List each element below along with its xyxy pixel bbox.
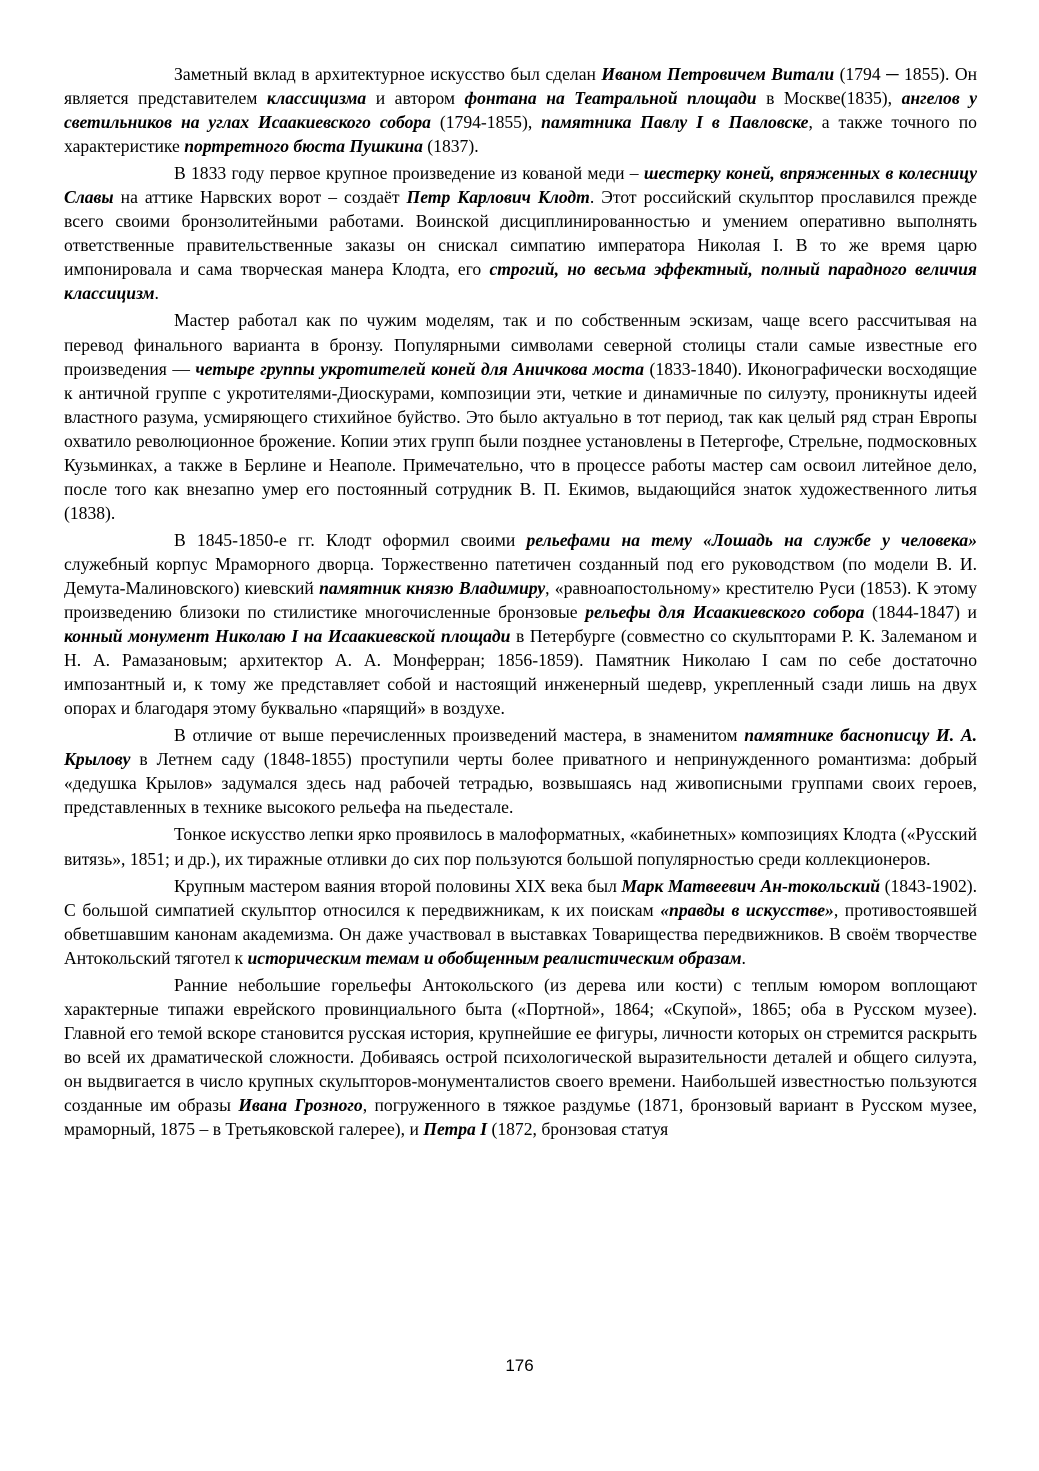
text-run: . Этот российский скульптор прославился прежде всего своими бронзолитейными работами. Воинской дисциплинированностью и умением оперативно выполнять ответственные правительственные заказы он снискал симпатию императора Николая I. В то же время царю импонировала и сама творческая манера Клодта, его xyxy=(64,187,977,280)
text-run: (1833-1840). Иконографически восходящие к античной группе с укротителями-Диоскурами, композиции эти, четкие и динамичные по силуэту, проникнуты идеей властного разума, усмиряющего стихийное буйство. Это было актуально в тот период, так как целый ряд стран Европы охватило революционное брожение. Копии этих групп были позднее установлены в Петергофе, Стрельне, подмосковных Кузьминках, а также в Берлине и Неаполе. Примечательно, что в процессе работы мастер сам освоил литейное дело, после того как внезапно умер его постоянный сотрудник В. П. Екимов, выдающийся знаток художественного литья (1838). xyxy=(64,358,977,523)
text-run: В 1845-1850-е гг. Клодт оформил своими xyxy=(174,529,527,550)
text-run: и автором xyxy=(366,88,465,109)
emphasized-text: Иваном Петровичем Витали xyxy=(601,64,835,84)
paragraph xyxy=(64,308,977,524)
paragraph xyxy=(64,161,977,305)
text-run: (1872, бронзовая статуя xyxy=(487,1119,669,1140)
emphasized-text: шестерку коней, впряженных в колесницу Славы xyxy=(64,163,977,208)
emphasized-text: рельефы для Исаакиевского собора xyxy=(585,602,865,623)
paragraph xyxy=(64,874,977,970)
emphasized-text: памятника Павлу I в Павловске xyxy=(541,112,809,133)
emphasized-text: историческим темам и обобщенным реалистическим образам xyxy=(247,947,742,968)
text-run: Крупным мастером ваяния второй половины XIX века был xyxy=(174,875,622,896)
text-run: Ранние небольшие горельефы Антокольского (из дерева или кости) с теплым юмором воплощают характерные типажи еврейского провинциального быта («Портной», 1864; «Скупой», 1865; оба в Русском музее). Главной его темой вскоре становится русская история, крупнейшие ее фигуры, личности которых он стремится раскрыть во всей их драматической сложности. Добиваясь острой психологической выразительности деталей и общего силуэта, он выдвигается в число крупных скульпторов-монументалистов своего времени. Наибольшей известностью пользуются созданные им образы xyxy=(64,974,977,1115)
document-page xyxy=(64,62,977,1144)
text-run: , «равноапостольному» крестителю Руси (1853). К этому произведению близоки по стилистике многочисленные бронзовые xyxy=(64,577,978,623)
text-run: (1794 ─ 1855). Он является представителем xyxy=(64,64,977,109)
paragraph xyxy=(64,973,977,1141)
emphasized-text: памятнике баснописцу И. А. Крылову xyxy=(64,725,977,770)
emphasized-text: Петр Карлович Клодт xyxy=(406,187,590,208)
emphasized-text: классицизма xyxy=(266,88,367,109)
emphasized-text: «правды в искусстве» xyxy=(660,899,834,920)
text-run: на аттике Нарвских ворот – создаёт xyxy=(113,187,407,208)
emphasized-text: памятник князю Владимиру xyxy=(319,577,546,598)
text-run: , погруженного в тяжкое раздумье (1871, бронзовый вариант в Русском музее, мраморный, 1875 – в Третьяковской галерее), и xyxy=(64,1094,978,1140)
emphasized-text: конный монумент Николаю I на Исаакиевской площади xyxy=(64,626,511,647)
text-run: . xyxy=(741,947,746,968)
emphasized-text: портретного бюста Пушкина xyxy=(184,136,423,157)
emphasized-text: строгий, но весьма эффектный, полный парадного величия классицизм xyxy=(64,259,977,304)
text-run: , а также точного по характеристике xyxy=(64,112,977,157)
text-run: Заметный вклад в архитектурное искусство был сделан xyxy=(174,64,602,84)
text-run: служебный корпус Мраморного дворца. Торжественно патетичен созданный под его руководством (по модели В. И. Демута-Малиновского) киевский xyxy=(64,553,977,598)
text-run: В 1833 году первое крупное произведение из кованой меди – xyxy=(174,163,644,184)
emphasized-text: Ивана Грозного xyxy=(238,1094,363,1115)
text-run: , противостоявшей обветшавшим канонам академизма. Он даже участвовал в выставках Товарищества передвижников. В своём творчестве Антокольский тяготел к xyxy=(64,899,978,968)
emphasized-text: четыре группы укротителей коней для Аничкова моста xyxy=(195,358,645,379)
emphasized-text: ангелов у светильников на углах Исаакиевского собора xyxy=(64,88,978,133)
text-run: в Летнем саду (1848-1855) проступили черты более приватного и непринужденного романтизма: добрый «дедушка Крылов» задумался здесь над рабочей тетрадью, возвышаясь над живописными группами своих героев, представленных в технике высокого рельефа на пьедестале. xyxy=(64,749,977,818)
paragraph xyxy=(64,723,977,819)
paragraph xyxy=(64,822,977,870)
text-run: (1844-1847) и xyxy=(864,602,977,623)
text-run: (1837). xyxy=(422,136,479,157)
text-run: Тонкое искусство лепки ярко проявилось в малоформатных, «кабинетных» композициях Клодта («Русский витязь», 1851; и др.), их тиражные отливки до сих пор пользуются большой популярностью среди коллекционеров. xyxy=(64,824,977,869)
text-run: в Москве(1835), xyxy=(756,88,902,109)
text-run: (1843-1902). С большой симпатией скульптор относился к передвижникам, к их поискам xyxy=(64,875,977,920)
emphasized-text: фонтана на Театральной площади xyxy=(464,88,757,109)
text-run: Мастер работал как по чужим моделям, так и по собственным эскизам, чаще всего рассчитывая на перевод финального варианта в бронзу. Популярными символами северной столицы стали самые известные его произведения — xyxy=(64,310,977,379)
paragraph xyxy=(64,62,977,158)
text-run: . xyxy=(154,283,159,304)
emphasized-text: Марк Матвеевич Ан-токольский xyxy=(621,875,881,896)
text-run: (1794-1855), xyxy=(430,112,542,133)
page-number: 176 xyxy=(505,1356,534,1375)
paragraph xyxy=(64,528,977,720)
text-run: В отличие от выше перечисленных произведений мастера, в знаменитом xyxy=(174,725,745,746)
text-run: в Петербурге (совместно со скульпторами Р. К. Залеманом и Н. А. Рамазановым; архитектор А. А. Монферран; 1856-1859). Памятник Николаю I сам по себе достаточно импозантный и, к тому же представляет собой и настоящий инженерный шедевр, укрепленный сзади лишь на двух опорах и благодаря этому буквально «парящий» в воздухе. xyxy=(64,626,978,719)
emphasized-text: Петра I xyxy=(423,1119,488,1140)
emphasized-text: рельефами на тему «Лошадь на службе у человека» xyxy=(526,529,977,550)
